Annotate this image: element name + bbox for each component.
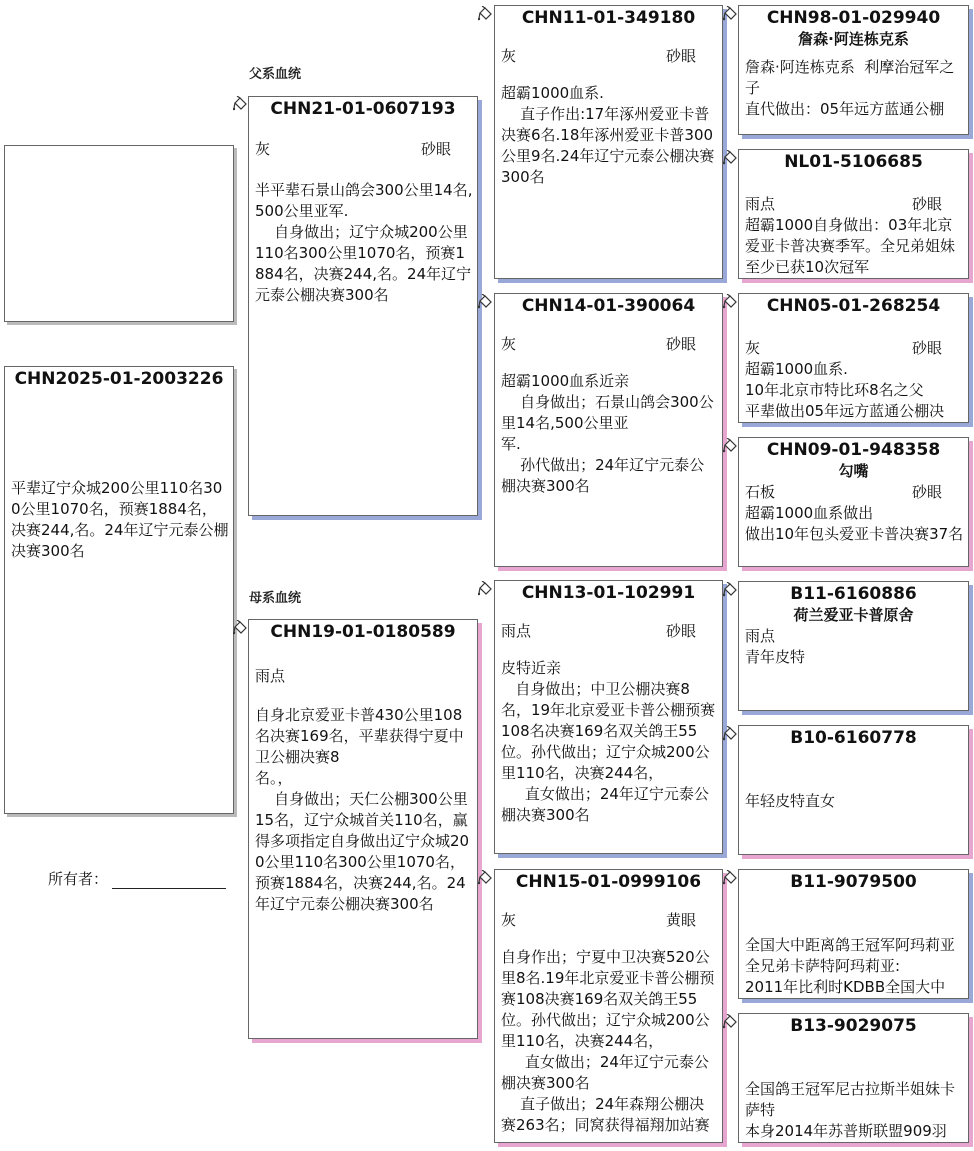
ss-color-row bbox=[495, 45, 722, 67]
ddd-ring: B13-9029075 bbox=[790, 1016, 917, 1036]
sd-color: 灰 bbox=[501, 335, 517, 353]
sdd-edit-icon[interactable] bbox=[723, 438, 738, 453]
sire-edit-icon[interactable] bbox=[233, 96, 248, 111]
sds-edit-icon[interactable] bbox=[723, 294, 738, 309]
ds-eye: 砂眼 bbox=[665, 622, 696, 640]
sds-eye: 砂眼 bbox=[911, 339, 942, 357]
dss-name: 荷兰爱亚卡普原舍 bbox=[793, 606, 914, 624]
dss-color-row bbox=[739, 625, 968, 647]
ds-desc: 皮特近亲 自身做出；中卫公棚决赛8名，19年北京爱亚卡普公棚预赛108名决赛169名双关鸽王55位。孙代做出；辽宁众城200公里110名，决赛244名， 直女做出；24年辽宁元泰公棚决赛300名 bbox=[501, 659, 716, 824]
ss-color: 灰 bbox=[501, 47, 517, 65]
sdd-color-row bbox=[739, 481, 968, 503]
dam-section-label: 母系血统 bbox=[249, 591, 302, 606]
dsd-ring: B10-6160778 bbox=[790, 728, 917, 748]
sire-desc: 半平辈石景山鸽会300公里14名,500公里亚军. 自身做出；辽宁众城200公里110名300公里1070名，预赛1884名，决赛244,名。24年辽宁元泰公棚决赛300名 bbox=[255, 181, 473, 304]
dd-ring: CHN15-01-0999106 bbox=[515, 872, 702, 892]
sire-color-row bbox=[249, 138, 477, 160]
dd-edit-icon[interactable] bbox=[478, 870, 493, 885]
sd-ring: CHN14-01-390064 bbox=[521, 296, 696, 316]
sdd-eye: 砂眼 bbox=[911, 483, 942, 501]
ssd-card[interactable] bbox=[738, 149, 969, 279]
dss-ring: B11-6160886 bbox=[790, 584, 917, 604]
ds-card[interactable] bbox=[494, 580, 723, 854]
ssd-eye: 砂眼 bbox=[911, 195, 942, 213]
ssd-edit-icon[interactable] bbox=[723, 150, 738, 165]
sss-name: 詹森·阿连栋克系 bbox=[798, 30, 909, 48]
dd-eye: 黄眼 bbox=[665, 911, 696, 929]
subject-ring: CHN2025-01-2003226 bbox=[14, 369, 224, 389]
dss-card[interactable] bbox=[738, 581, 969, 711]
sd-desc: 超霸1000血系近亲 自身做出；石景山鸽会300公里14名,500公里亚 军. 孙代做出；24年辽宁元泰公棚决赛300名 bbox=[501, 372, 714, 495]
ssd-desc: 超霸1000自身做出：03年北京爱亚卡普决赛季军。全兄弟姐妹至少已获10次冠军 bbox=[745, 216, 956, 276]
sdd-card[interactable] bbox=[738, 437, 969, 567]
ss-ring: CHN11-01-349180 bbox=[521, 8, 696, 28]
dds-desc: 全国大中距离鸽王冠军阿玛莉亚全兄弟卡萨特阿玛莉亚: 2011年比利时KDBB全国大中 bbox=[745, 936, 956, 996]
subject-desc: 平辈辽宁众城200公里110名300公里1070名，预赛1884名，决赛244,名。24年辽宁元泰公棚决赛300名 bbox=[11, 479, 229, 560]
dds-ring: B11-9079500 bbox=[790, 872, 917, 892]
sdd-desc: 超霸1000血系做出 做出10年包头爱亚卡普决赛37名 bbox=[745, 504, 964, 543]
dsd-desc: 年轻皮特直女 bbox=[745, 792, 836, 810]
dam-color: 雨点 bbox=[255, 667, 286, 685]
sire-section-label: 父系血统 bbox=[249, 67, 302, 82]
sss-desc: 詹森·阿连栋克系 利摩治冠军之子 直代做出：05年远方蓝通公棚 bbox=[745, 58, 955, 118]
owner-field[interactable] bbox=[48, 868, 226, 889]
dss-color: 雨点 bbox=[745, 627, 776, 645]
sd-card[interactable] bbox=[494, 293, 723, 567]
sds-ring: CHN05-01-268254 bbox=[766, 296, 941, 316]
dam-color-row bbox=[249, 665, 477, 687]
dsd-card[interactable] bbox=[738, 725, 969, 855]
dd-color-row bbox=[495, 909, 722, 931]
sd-eye: 砂眼 bbox=[665, 335, 696, 353]
sss-ring: CHN98-01-029940 bbox=[766, 8, 941, 28]
ssd-ring: NL01-5106685 bbox=[784, 152, 923, 172]
ss-edit-icon[interactable] bbox=[478, 6, 493, 21]
ss-desc: 超霸1000血系. 直子作出:17年涿州爱亚卡普决赛6名.18年涿州爱亚卡普300公里9名.24年辽宁元泰公棚决赛300名 bbox=[501, 84, 715, 186]
ddd-card[interactable] bbox=[738, 1013, 969, 1143]
sd-color-row bbox=[495, 333, 722, 355]
owner-label: 所有者： bbox=[48, 870, 109, 888]
dds-edit-icon[interactable] bbox=[723, 870, 738, 885]
ssd-color-row bbox=[739, 193, 968, 215]
sds-desc: 超霸1000血系. 10年北京市特比环8名之父 平辈做出05年远方蓝通公棚决 bbox=[745, 360, 945, 420]
dam-ring: CHN19-01-0180589 bbox=[270, 622, 456, 642]
sdd-ring: CHN09-01-948358 bbox=[766, 440, 941, 460]
subject-card[interactable] bbox=[4, 366, 234, 814]
dam-card[interactable] bbox=[248, 619, 478, 1039]
ds-ring: CHN13-01-102991 bbox=[521, 583, 696, 603]
ds-edit-icon[interactable] bbox=[478, 581, 493, 596]
dss-edit-icon[interactable] bbox=[723, 582, 738, 597]
sire-color: 灰 bbox=[255, 140, 271, 158]
ss-eye: 砂眼 bbox=[665, 47, 696, 65]
dd-card[interactable] bbox=[494, 869, 723, 1143]
sds-card[interactable] bbox=[738, 293, 969, 423]
dd-color: 灰 bbox=[501, 911, 517, 929]
sss-edit-icon[interactable] bbox=[723, 6, 738, 21]
sdd-name: 勾嘴 bbox=[838, 462, 869, 480]
dam-desc: 自身北京爱亚卡普430公里108名决赛169名，平辈获得宁夏中卫公棚决赛8 名。， 自身做出；天仁公棚300公里15名，辽宁众城首关110名，赢得多项指定自身做出辽宁众城200公里110名300公里1070名，预赛1884名，决赛244,名。24年辽宁元泰公棚决赛300名 bbox=[255, 706, 470, 913]
owner-line bbox=[112, 872, 226, 889]
ddd-desc: 全国鸽王冠军尼古拉斯半姐妹卡萨特 本身2014年苏普斯联盟909羽 bbox=[745, 1080, 956, 1140]
sire-ring: CHN21-01-0607193 bbox=[270, 99, 456, 119]
ds-color: 雨点 bbox=[501, 622, 532, 640]
dsd-edit-icon[interactable] bbox=[723, 726, 738, 741]
dd-desc: 自身作出；宁夏中卫决赛520公里8名.19年北京爱亚卡普公棚预赛108决赛169名双关鸽王55位。孙代做出；辽宁众城200公里110名，决赛244名， 直女做出；24年辽宁元泰公棚决赛300名 直子做出；24年森翔公棚决赛263名；同窝获得福翔加站赛 bbox=[501, 948, 715, 1134]
sire-card[interactable] bbox=[248, 96, 478, 516]
sdd-color: 石板 bbox=[745, 483, 776, 501]
sd-edit-icon[interactable] bbox=[478, 294, 493, 309]
sire-eye: 砂眼 bbox=[420, 140, 451, 158]
ds-color-row bbox=[495, 620, 722, 642]
ss-card[interactable] bbox=[494, 5, 723, 279]
dds-card[interactable] bbox=[738, 869, 969, 999]
ssd-color: 雨点 bbox=[745, 195, 776, 213]
sds-color: 灰 bbox=[745, 339, 761, 357]
sss-card[interactable] bbox=[738, 5, 969, 135]
dam-edit-icon[interactable] bbox=[233, 620, 248, 635]
dss-desc: 青年皮特 bbox=[745, 648, 806, 666]
photo-placeholder[interactable] bbox=[4, 145, 234, 322]
ddd-edit-icon[interactable] bbox=[723, 1014, 738, 1029]
sds-color-row bbox=[739, 337, 968, 359]
